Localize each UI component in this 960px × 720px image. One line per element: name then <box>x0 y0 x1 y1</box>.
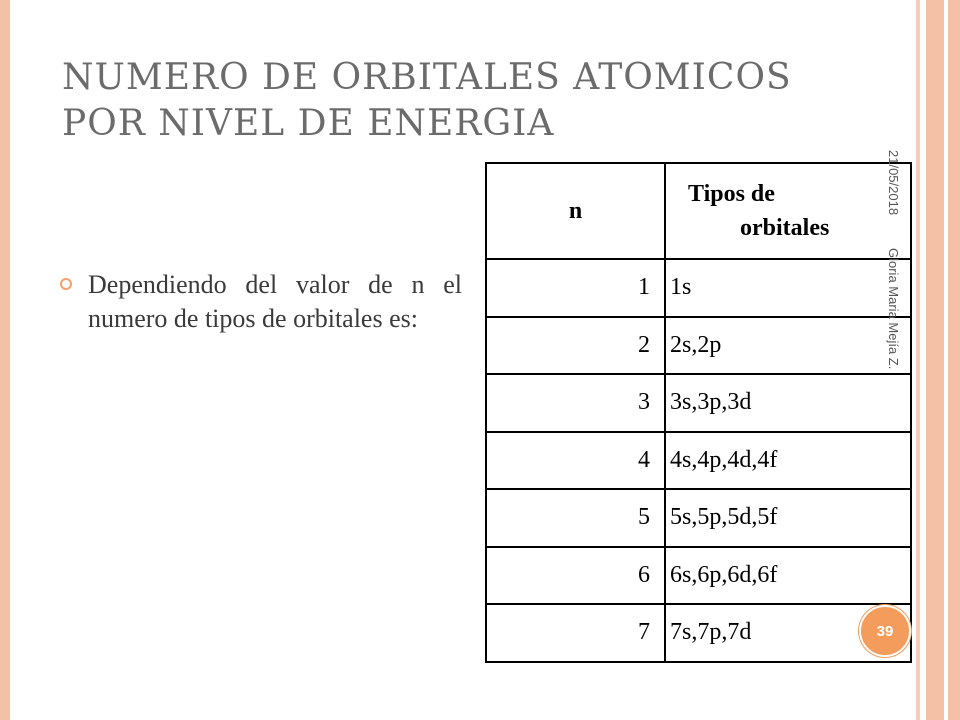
bullet-item <box>60 268 462 336</box>
cell-tipos: 7s,7p,7d <box>665 604 911 662</box>
cell-tipos: 3s,3p,3d <box>665 374 911 432</box>
circle-bullet-icon <box>60 278 72 290</box>
bullet-text: Dependiendo del valor de n el numero de tipos de orbitales es: <box>88 270 462 333</box>
slide-number-badge: 39 <box>859 605 911 657</box>
slide-title: NUMERO DE ORBITALES ATOMICOS POR NIVEL DE ENERGIA <box>62 57 792 144</box>
cell-n: 6 <box>486 547 665 605</box>
header-n: n <box>486 163 665 259</box>
cell-tipos: 5s,5p,5d,5f <box>665 489 911 547</box>
cell-n: 4 <box>486 432 665 490</box>
cell-tipos: 2s,2p <box>665 317 911 375</box>
cell-n: 2 <box>486 317 665 375</box>
cell-n: 3 <box>486 374 665 432</box>
stripe <box>948 0 960 720</box>
header-tipos-line1: Tipos de <box>688 181 775 207</box>
stripe <box>916 0 920 720</box>
table-row <box>486 317 911 375</box>
cell-tipos: 1s <box>665 259 911 317</box>
cell-n: 1 <box>486 259 665 317</box>
left-border-decoration <box>0 0 10 720</box>
cell-tipos: 4s,4p,4d,4f <box>665 432 911 490</box>
cell-tipos: 6s,6p,6d,6f <box>665 547 911 605</box>
orbitals-table <box>485 162 912 663</box>
table-header-row <box>486 163 911 259</box>
header-tipos <box>665 163 911 259</box>
cell-n: 5 <box>486 489 665 547</box>
stripe <box>926 0 944 720</box>
cell-n: 7 <box>486 604 665 662</box>
side-author: Gloria Maria Mejía Z. <box>886 248 901 370</box>
table-row <box>486 489 911 547</box>
header-tipos-line2: orbitales <box>740 215 830 241</box>
table-row <box>486 604 911 662</box>
right-stripes-decoration <box>912 0 960 720</box>
table-row <box>486 432 911 490</box>
side-date: 21/05/2018 <box>886 150 901 216</box>
table-row <box>486 374 911 432</box>
table-row <box>486 259 911 317</box>
table-row <box>486 547 911 605</box>
